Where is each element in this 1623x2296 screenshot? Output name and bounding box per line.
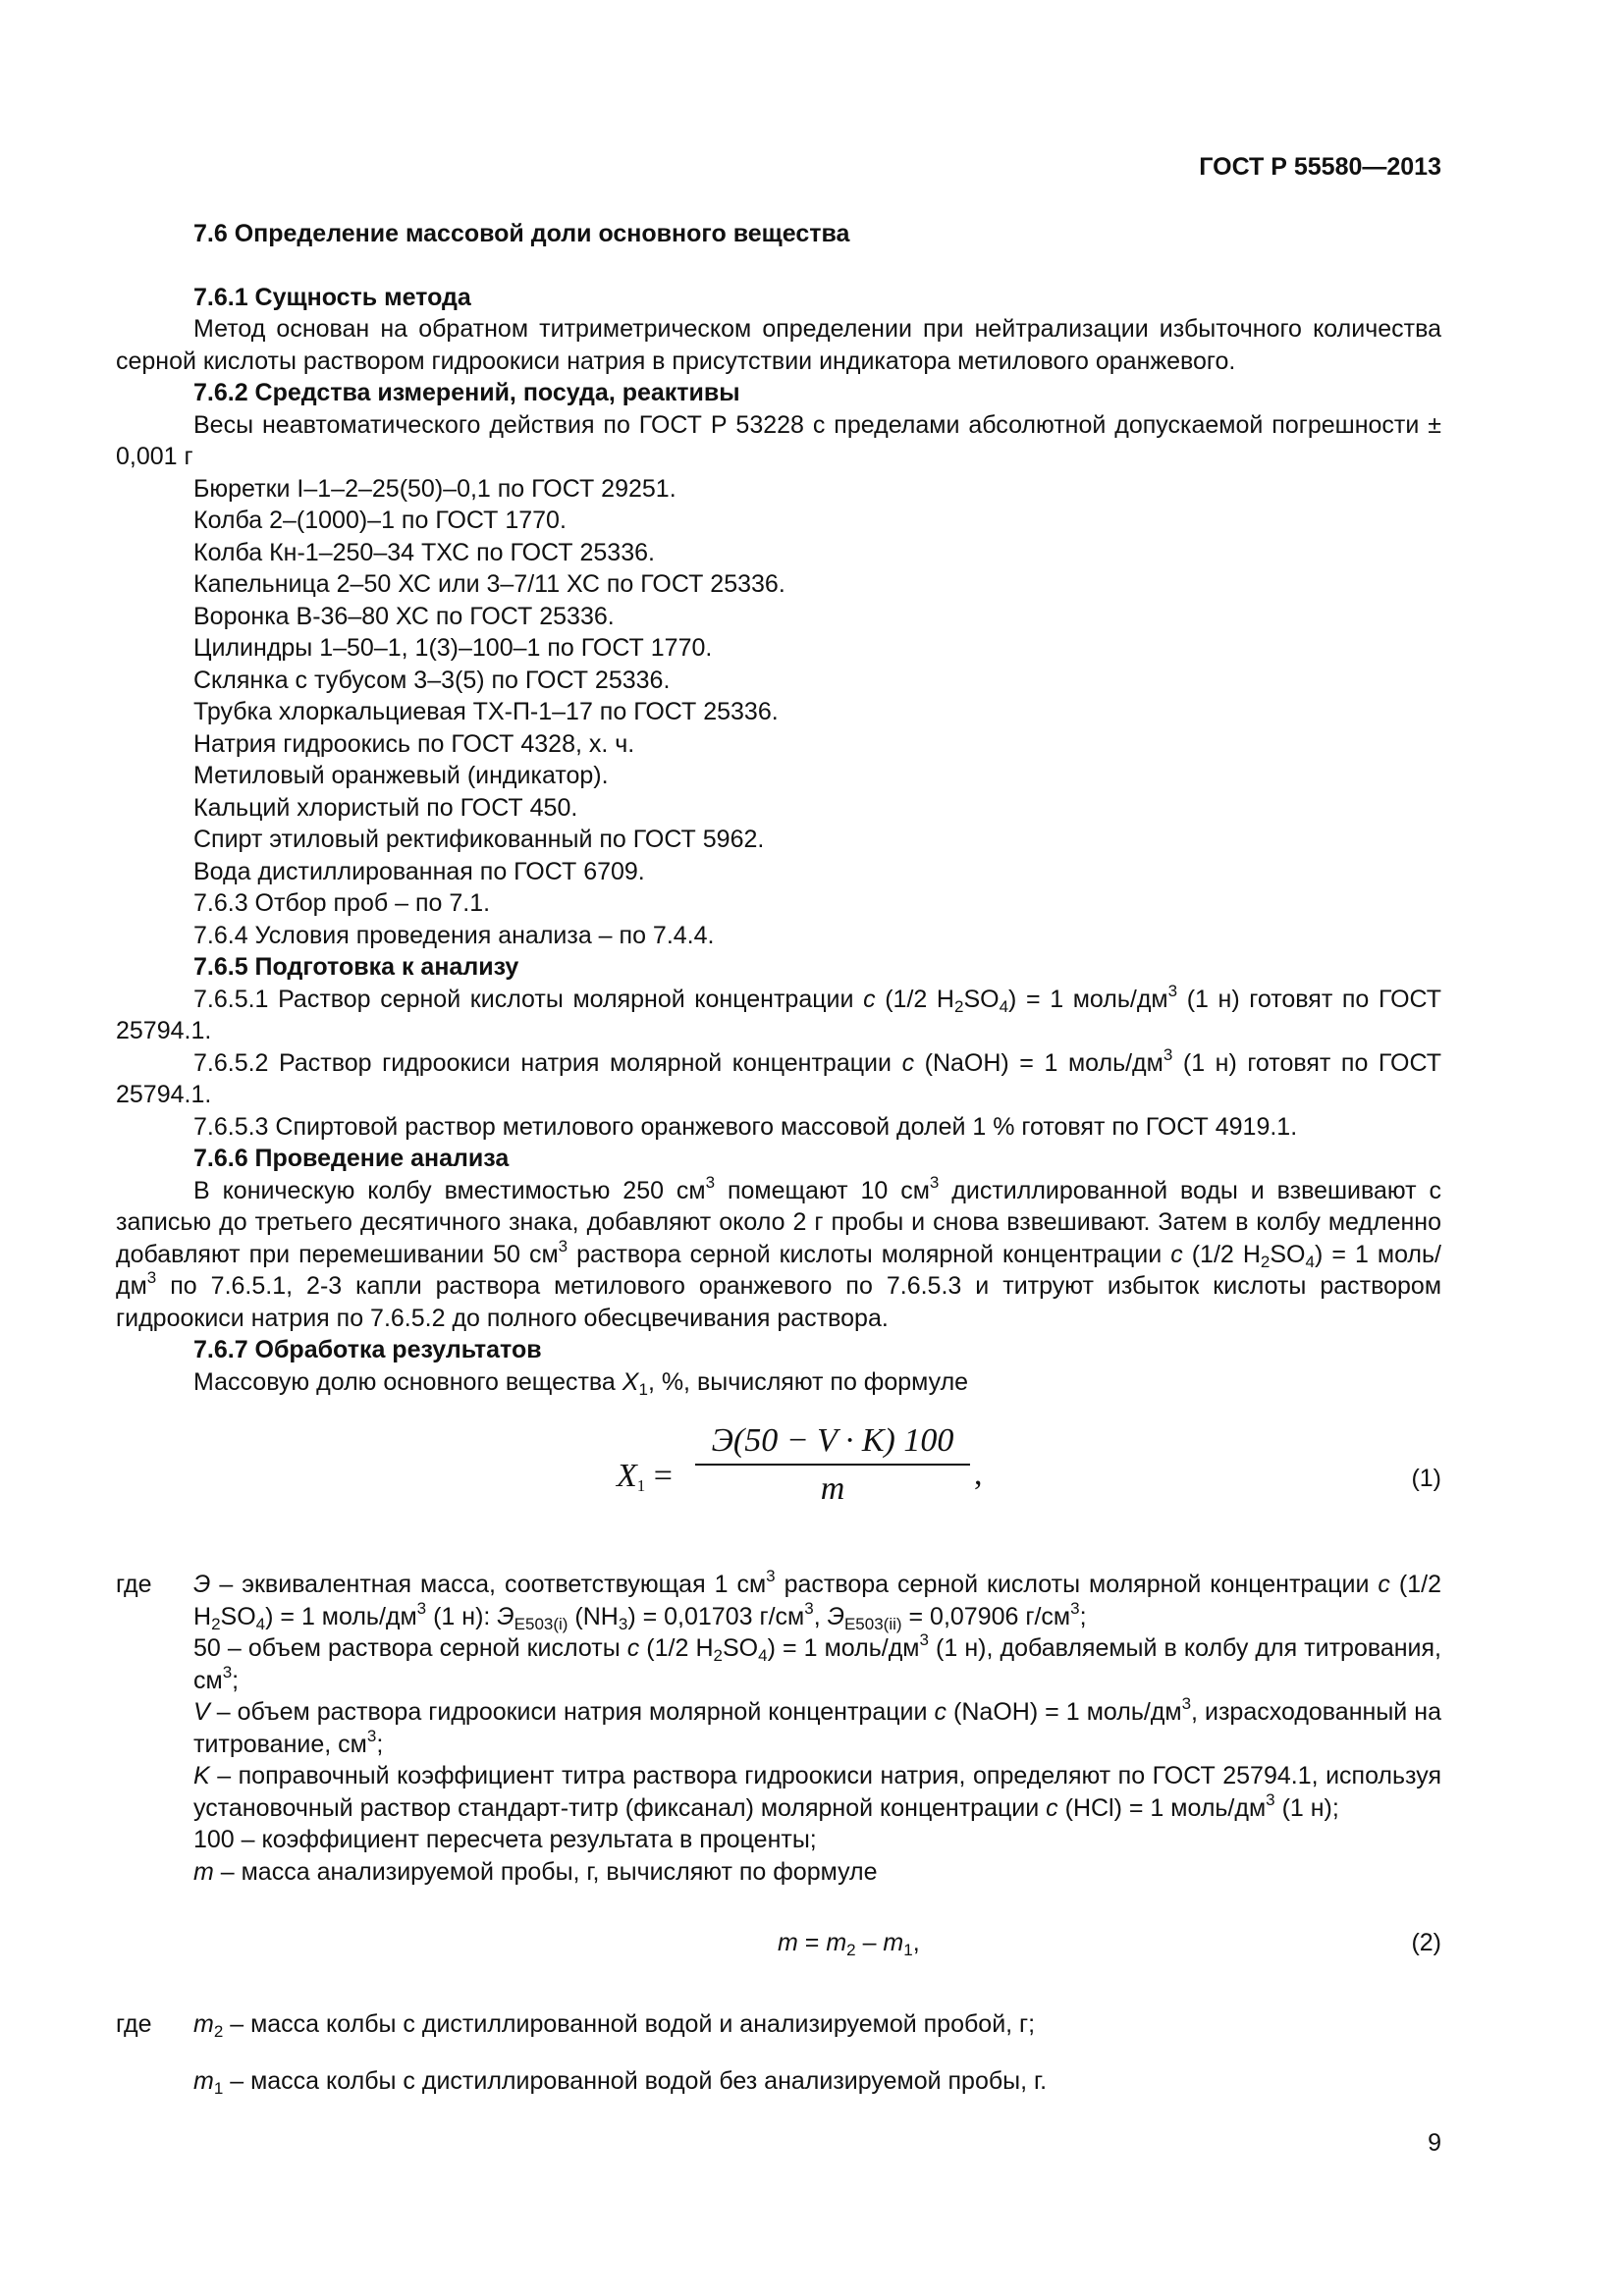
equipment-item: Натрия гидроокись по ГОСТ 4328, х. ч. — [193, 729, 635, 758]
formula-1-numerator: Э(50 − V · K) 100 — [695, 1425, 970, 1466]
subsection-title-7-6-6: 7.6.6 Проведение анализа — [193, 1145, 510, 1172]
subsection-title-7-6-5: 7.6.5 Подготовка к анализу — [193, 953, 519, 981]
definition-50: 50 – объем раствора серной кислоты c (1/2 $H_2SO_4) = 1$ моль/$дм^3$ (1 н), добавляемый в колбу для титрования, $см^3$; — [193, 1630, 1442, 1694]
formula-1-comma: , — [974, 1456, 983, 1492]
document-id: ГОСТ Р 55580—2013 — [1199, 153, 1441, 181]
equipment-item: Вода дистиллированная по ГОСТ 6709. — [193, 857, 645, 885]
formula-2-number: (2) — [1411, 1929, 1441, 1956]
paragraph-scales: Весы неавтоматического действия по ГОСТ Р 53228 с пределами абсолютной допускаемой погрешности ± 0,001 г — [116, 410, 1441, 470]
definition-v: V – объем раствора гидроокиси натрия молярной концентрации c (NaOH) = 1 моль/$дм^3$, израсходованный на титрование, $см^3$; — [193, 1694, 1441, 1758]
equipment-item: Капельница 2–50 ХС или 3–7/11 ХС по ГОСТ 25336. — [193, 570, 785, 598]
definition-e: Э – эквивалентная масса, соответствующая 1 $см^3$ раствора серной кислоты молярной концентрации c (1/2 $H_2SO_4) = 1$ моль/$дм^3$ (1 н): $Э_{E503(i)}$ $(NH_3) = 0,01703$ $г/см^3$, $Э_{E503(ii)} = 0,07906$ $г/см^3$; — [193, 1567, 1441, 1633]
page-number: 9 — [1428, 2129, 1441, 2157]
definition-m2: $m_2$ – масса колбы с дистиллированной водой и анализируемой пробой, г; — [193, 2010, 1036, 2041]
paragraph-7-6-5-3: 7.6.5.3 Спиртовой раствор метилового оранжевого массовой долей 1 % готовят по ГОСТ 4919.1. — [193, 1112, 1298, 1141]
definition-m: m – масса анализируемой пробы, г, вычисляют по формуле — [193, 1857, 878, 1886]
subsection-7-6-4: 7.6.4 Условия проведения анализа – по 7.4.4. — [193, 921, 715, 949]
section-title: 7.6 Определение массовой доли основного вещества — [193, 220, 850, 247]
equipment-item: Спирт этиловый ректификованный по ГОСТ 5962. — [193, 826, 765, 853]
definition-k: K – поправочный коэффициент титра раствора гидроокиси натрия, определяют по ГОСТ 25794.1, используя установочный раствор стандарт-титр (фиксанал) молярной концентрации c (HCl) = 1 моль/$дм^3$ (1 н); — [193, 1762, 1441, 1822]
formula-1-fraction — [695, 1422, 970, 1507]
definitions-formula-1 — [116, 1569, 1441, 1888]
formula-1 — [116, 1422, 1441, 1553]
subsection-7-6-3: 7.6.3 Отбор проб – по 7.1. — [193, 889, 491, 917]
document-body — [116, 218, 1441, 2121]
definition-100: 100 – коэффициент пересчета результата в проценты; — [193, 1826, 817, 1853]
equipment-item: Метиловый оранжевый (индикатор). — [193, 762, 609, 789]
subsection-title-7-6-1: 7.6.1 Сущность метода — [193, 283, 471, 311]
formula-1-number: (1) — [1411, 1465, 1441, 1492]
subsection-title-7-6-7: 7.6.7 Обработка результатов — [193, 1336, 542, 1363]
equipment-item: Бюретки I–1–2–25(50)–0,1 по ГОСТ 29251. — [193, 474, 676, 503]
formula-2 — [116, 1909, 1441, 1984]
equipment-item: Колба Кн-1–250–34 ТХС по ГОСТ 25336. — [193, 538, 655, 566]
formula-1-lhs: $X_1$ = — [617, 1458, 673, 1495]
paragraph-analysis-procedure: В коническую колбу вместимостью 250 $см^3$ помещают 10 $см^3$ дистиллированной воды и взвешивают с записью до третьего десятичного знака, добавляют около 2 г пробы и снова взвешивают. Затем в колбу медленно добавляют при перемешивании 50 $см^3$ раствора серной кислоты молярной концентрации c (1/2 $H_2SO_4) = 1$ моль/$дм^3$ по 7.6.5.1, 2-3 капли раствора метилового оранжевого по 7.6.5.3 и титруют избыток кислоты раствором гидроокиси натрия по 7.6.5.2 до полного обесцвечивания раствора. — [116, 1172, 1441, 1332]
subsection-title-7-6-2: 7.6.2 Средства измерений, посуда, реактивы — [193, 379, 740, 406]
equipment-item: Склянка с тубусом 3–3(5) по ГОСТ 25336. — [193, 666, 671, 694]
equipment-item: Трубка хлоркальциевая ТХ-П-1–17 по ГОСТ 25336. — [193, 698, 779, 725]
paragraph-7-6-5-2: 7.6.5.2 Раствор гидроокиси натрия молярной концентрации c (NaOH) = 1 моль/$дм^3$ (1 н) готовят по ГОСТ 25794.1. — [116, 1044, 1441, 1108]
where-label: где — [116, 1571, 152, 1598]
equipment-item: Воронка В-36–80 ХС по ГОСТ 25336. — [193, 602, 615, 630]
equipment-item: Колба 2–(1000)–1 по ГОСТ 1770. — [193, 507, 567, 534]
equipment-item: Кальций хлористый по ГОСТ 450. — [193, 793, 578, 822]
definition-m1: $m_1$ – масса колбы с дистиллированной водой без анализируемой пробы, г. — [193, 2066, 1048, 2098]
paragraph-7-6-5-1: 7.6.5.1 Раствор серной кислоты молярной концентрации c (1/2 $H_2SO_4) = 1$ моль/$дм^3$ (1 н) готовят по ГОСТ 25794.1. — [116, 981, 1442, 1044]
paragraph-formula-intro: Массовую долю основного вещества $X_1$, %, вычисляют по формуле — [193, 1367, 969, 1399]
formula-1-denominator: m — [820, 1469, 845, 1507]
definitions-formula-2 — [116, 2008, 1441, 2097]
where-label: где — [116, 2010, 152, 2038]
equipment-item: Цилиндры 1–50–1, 1(3)–100–1 по ГОСТ 1770. — [193, 634, 713, 662]
paragraph-method-essence: Метод основан на обратном титриметрическом определении при нейтрализации избыточного количества серной кислоты раствором гидроокиси натрия в присутствии индикатора метилового оранжевого. — [116, 315, 1441, 375]
formula-2-expression: $m = m_2 - m_1$, — [778, 1929, 920, 1959]
